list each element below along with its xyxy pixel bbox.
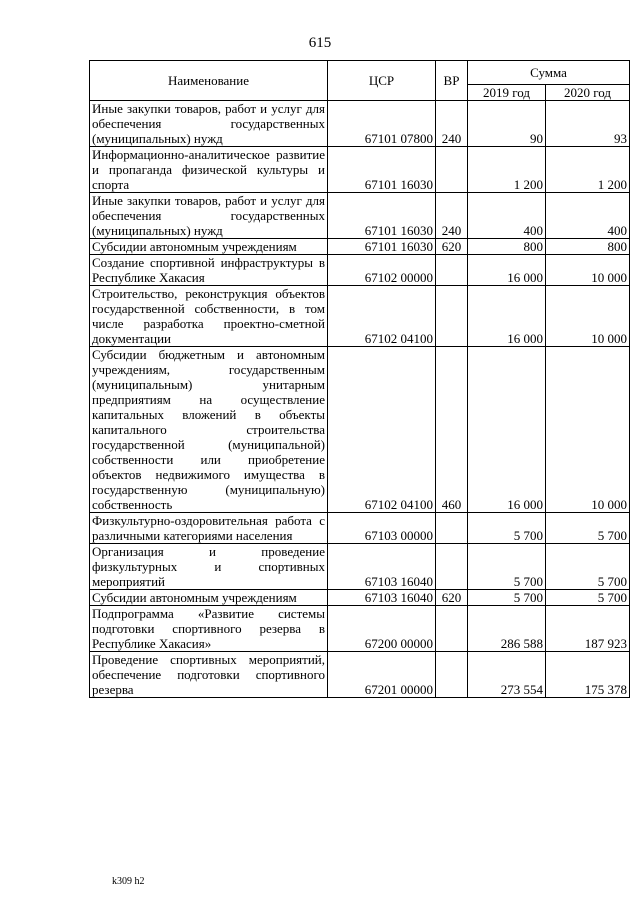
header-year-2019: 2019 год	[468, 85, 546, 101]
table-row	[90, 652, 630, 698]
row-name-cell: Информационно-аналитическое развитие и пропаганда физической культуры и спорта	[90, 147, 328, 193]
row-vr-cell	[436, 255, 468, 286]
row-2020-cell: 187 923	[546, 606, 630, 652]
row-csr-cell: 67201 00000	[328, 652, 436, 698]
row-csr-cell: 67101 07800	[328, 101, 436, 147]
row-2020-cell: 10 000	[546, 286, 630, 347]
row-name-cell: Иные закупки товаров, работ и услуг для обеспечения государственных (муниципальных) нужд	[90, 193, 328, 239]
page-number: 615	[308, 35, 332, 51]
table-row	[90, 544, 630, 590]
row-2019-cell: 5 700	[468, 590, 546, 606]
row-name-cell: Создание спортивной инфраструктуры в Республике Хакасия	[90, 255, 328, 286]
row-2019-cell: 400	[468, 193, 546, 239]
footer-code: k309 h2	[112, 876, 145, 887]
row-vr-cell	[436, 286, 468, 347]
table-row	[90, 606, 630, 652]
table-body	[90, 101, 630, 698]
row-vr-cell	[436, 513, 468, 544]
header-vr: ВР	[436, 61, 468, 101]
row-vr-cell: 620	[436, 239, 468, 255]
row-name-cell: Субсидии автономным учреждениям	[90, 239, 328, 255]
row-vr-cell	[436, 652, 468, 698]
row-csr-cell: 67102 04100	[328, 286, 436, 347]
row-2019-cell: 800	[468, 239, 546, 255]
row-2019-cell: 5 700	[468, 544, 546, 590]
table-row	[90, 101, 630, 147]
row-2020-cell: 5 700	[546, 590, 630, 606]
row-name-cell: Строительство, реконструкция объектов государственной собственности, в том числе разработка проектно-сметной документации	[90, 286, 328, 347]
row-csr-cell: 67102 00000	[328, 255, 436, 286]
row-vr-cell	[436, 544, 468, 590]
row-2020-cell: 800	[546, 239, 630, 255]
table-row	[90, 239, 630, 255]
row-2019-cell: 16 000	[468, 255, 546, 286]
row-name-cell: Проведение спортивных мероприятий, обеспечение подготовки спортивного резерва	[90, 652, 328, 698]
row-2020-cell: 10 000	[546, 347, 630, 513]
row-name-cell: Субсидии бюджетным и автономным учреждениям, государственным (муниципальным) унитарным предприятиям на осуществление капитальных вложений в объекты капитального строительства государственной (муниципальной) собственности или приобретение объектов недвижимого имущества в государственную (муниципальную) собственность	[90, 347, 328, 513]
row-2020-cell: 175 378	[546, 652, 630, 698]
budget-table	[89, 60, 630, 698]
row-csr-cell: 67103 16040	[328, 590, 436, 606]
row-2020-cell: 5 700	[546, 513, 630, 544]
row-2019-cell: 90	[468, 101, 546, 147]
row-2020-cell: 5 700	[546, 544, 630, 590]
row-2019-cell: 16 000	[468, 347, 546, 513]
row-csr-cell: 67101 16030	[328, 193, 436, 239]
row-2020-cell: 10 000	[546, 255, 630, 286]
row-2019-cell: 5 700	[468, 513, 546, 544]
row-csr-cell: 67101 16030	[328, 147, 436, 193]
row-name-cell: Иные закупки товаров, работ и услуг для обеспечения государственных (муниципальных) нужд	[90, 101, 328, 147]
row-2020-cell: 400	[546, 193, 630, 239]
row-csr-cell: 67102 04100	[328, 347, 436, 513]
row-vr-cell	[436, 606, 468, 652]
header-sum: Сумма	[468, 61, 630, 85]
row-vr-cell: 240	[436, 193, 468, 239]
row-csr-cell: 67103 00000	[328, 513, 436, 544]
row-2020-cell: 93	[546, 101, 630, 147]
row-name-cell: Физкультурно-оздоровительная работа с различными категориями населения	[90, 513, 328, 544]
row-name-cell: Подпрограмма «Развитие системы подготовки спортивного резерва в Республике Хакасия»	[90, 606, 328, 652]
row-2019-cell: 16 000	[468, 286, 546, 347]
row-2019-cell: 286 588	[468, 606, 546, 652]
row-csr-cell: 67200 00000	[328, 606, 436, 652]
table-row	[90, 513, 630, 544]
row-vr-cell: 240	[436, 101, 468, 147]
row-name-cell: Организация и проведение физкультурных и спортивных мероприятий	[90, 544, 328, 590]
row-vr-cell	[436, 147, 468, 193]
table-row	[90, 147, 630, 193]
header-year-2020: 2020 год	[546, 85, 630, 101]
table-row	[90, 193, 630, 239]
row-vr-cell: 620	[436, 590, 468, 606]
table-row	[90, 255, 630, 286]
row-csr-cell: 67101 16030	[328, 239, 436, 255]
row-vr-cell: 460	[436, 347, 468, 513]
table-row	[90, 347, 630, 513]
header-name: Наименование	[90, 61, 328, 101]
table-row	[90, 286, 630, 347]
table-row	[90, 590, 630, 606]
header-csr: ЦСР	[328, 61, 436, 101]
row-name-cell: Субсидии автономным учреждениям	[90, 590, 328, 606]
row-csr-cell: 67103 16040	[328, 544, 436, 590]
row-2019-cell: 1 200	[468, 147, 546, 193]
row-2020-cell: 1 200	[546, 147, 630, 193]
row-2019-cell: 273 554	[468, 652, 546, 698]
